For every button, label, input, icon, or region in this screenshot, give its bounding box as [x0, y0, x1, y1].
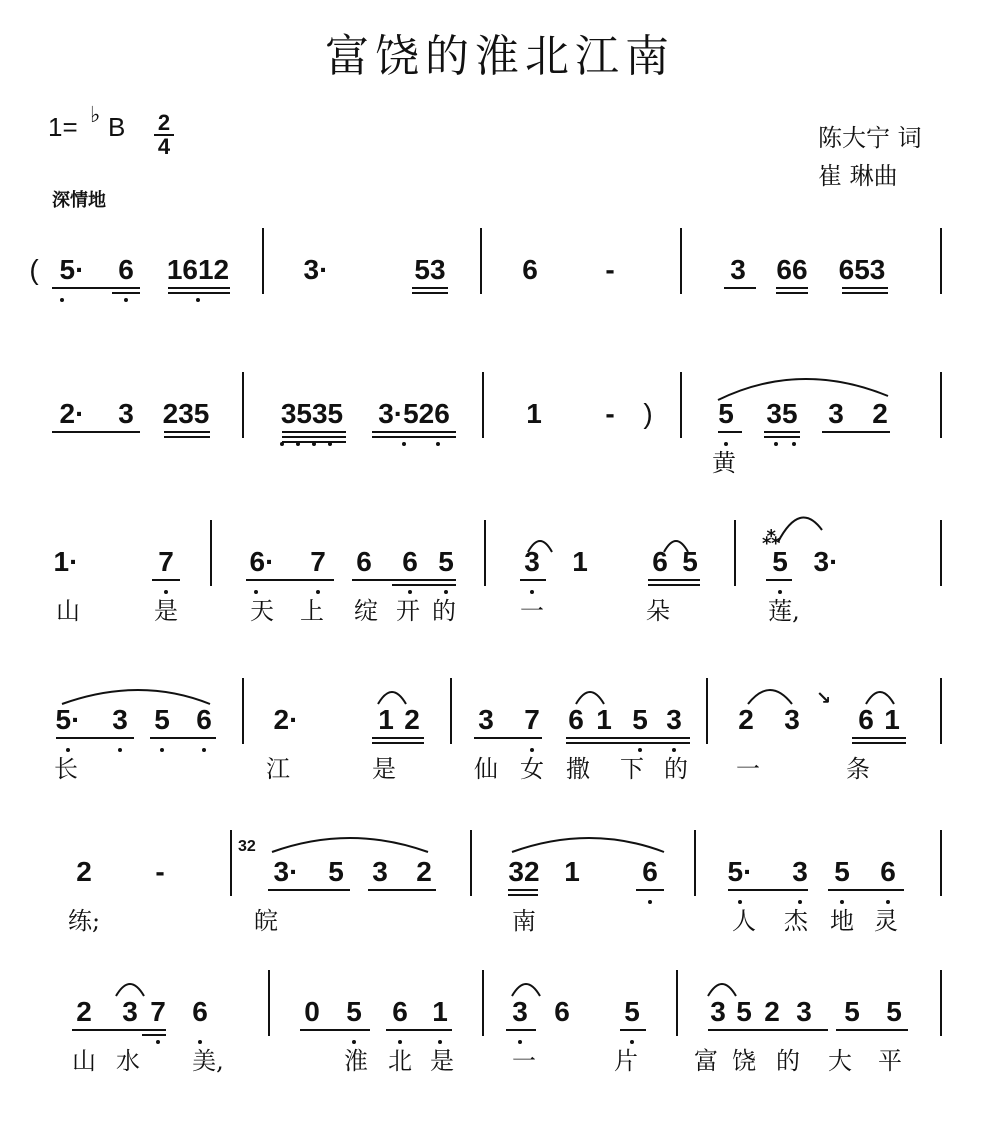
- beam: [764, 431, 800, 433]
- lyric: 一: [512, 1047, 536, 1075]
- beam: [282, 431, 346, 433]
- beam: [766, 579, 792, 581]
- octave-dot: [672, 748, 676, 752]
- note: 6: [554, 996, 570, 1027]
- lyric: 人: [732, 907, 756, 935]
- lyric: 条: [846, 755, 870, 783]
- note: 5: [682, 546, 698, 577]
- note: 0: [304, 996, 320, 1027]
- beam: [648, 579, 700, 581]
- note: 5: [154, 704, 170, 735]
- lyric: 是: [372, 755, 396, 783]
- page-title: 富饶的淮北江南: [325, 31, 675, 82]
- lyric: 的: [776, 1047, 800, 1075]
- note: 5·: [55, 704, 81, 735]
- bar-line: [694, 830, 696, 896]
- lyric: 灵: [874, 907, 898, 935]
- lyric: 富: [694, 1047, 718, 1075]
- note: 3: [784, 704, 800, 735]
- bar-line: [940, 228, 942, 294]
- lyric: 开: [396, 597, 420, 625]
- note: 5·: [727, 856, 753, 887]
- octave-dot: [328, 442, 332, 446]
- beam: [152, 579, 180, 581]
- note: 3: [118, 398, 134, 429]
- lyricist-credit: 陈大宁 词: [818, 124, 922, 152]
- note: 32: [508, 856, 540, 887]
- lyric: 皖: [254, 907, 278, 935]
- beam: [708, 1029, 828, 1031]
- bar-line: [210, 520, 212, 586]
- slur: [866, 692, 894, 704]
- beam: [506, 1029, 536, 1031]
- lyric: 撒: [566, 755, 590, 783]
- lyric: 黄: [712, 449, 736, 477]
- note: 1: [432, 996, 448, 1027]
- octave-dot: [156, 1040, 160, 1044]
- octave-dot: [254, 590, 258, 594]
- lyric: 练;: [67, 907, 101, 935]
- octave-dot: [886, 900, 890, 904]
- note: 6: [858, 704, 874, 735]
- note: 5: [834, 856, 850, 887]
- open-paren: (: [29, 254, 39, 285]
- bar-line: [940, 970, 942, 1036]
- lyric: 美,: [192, 1047, 224, 1075]
- beam: [168, 287, 230, 289]
- grace-note: 32: [238, 838, 256, 855]
- lyric: 仙: [474, 755, 498, 783]
- time-top: 2: [157, 110, 171, 135]
- note: 3·: [273, 856, 299, 887]
- slur: [62, 690, 210, 704]
- octave-dot: [60, 298, 64, 302]
- beam: [508, 889, 538, 891]
- beam: [392, 579, 456, 581]
- note: 66: [776, 254, 808, 285]
- note: 6: [196, 704, 212, 735]
- bar-line: [242, 372, 244, 438]
- lyric: 山: [56, 597, 80, 625]
- note: 6: [402, 546, 418, 577]
- beam: [142, 1029, 166, 1031]
- note: 1: [596, 704, 612, 735]
- octave-dot: [638, 748, 642, 752]
- note: 5: [632, 704, 648, 735]
- note: 3: [666, 704, 682, 735]
- note: 7: [150, 996, 166, 1027]
- slur: [512, 838, 664, 852]
- beam: [372, 436, 456, 438]
- note: 1612: [166, 254, 230, 285]
- note: 2: [76, 856, 92, 887]
- slur: [778, 518, 822, 543]
- beam: [246, 579, 334, 581]
- bar-line: [450, 678, 452, 744]
- octave-dot: [296, 442, 300, 446]
- note: 6: [192, 996, 208, 1027]
- octave-dot: [530, 748, 534, 752]
- beam: [72, 1029, 150, 1031]
- note: 2·: [273, 704, 299, 735]
- beam: [282, 436, 346, 438]
- tempo-marking: 深情地: [52, 190, 106, 211]
- octave-dot: [518, 1040, 522, 1044]
- beam: [636, 889, 664, 891]
- beam: [142, 1034, 166, 1036]
- note: 6: [880, 856, 896, 887]
- slide-icon: ↘: [816, 688, 832, 709]
- note: 3: [122, 996, 138, 1027]
- lyric: 南: [512, 907, 536, 935]
- octave-dot: [402, 442, 406, 446]
- slur: [272, 838, 428, 852]
- note: 3·: [303, 254, 329, 285]
- octave-dot: [124, 298, 128, 302]
- bar-line: [940, 520, 942, 586]
- lyric: 江: [266, 755, 290, 783]
- lyric: 水: [116, 1047, 140, 1075]
- octave-dot: [408, 590, 412, 594]
- slur: [576, 692, 604, 704]
- octave-dot: [202, 748, 206, 752]
- octave-dot: [312, 442, 316, 446]
- octave-dot: [778, 590, 782, 594]
- beam: [566, 742, 690, 744]
- bar-line: [940, 678, 942, 744]
- beam: [412, 287, 448, 289]
- beam: [112, 287, 140, 289]
- note: 1·: [53, 546, 79, 577]
- lyric: 一: [520, 597, 544, 625]
- beam: [164, 436, 210, 438]
- lyric: 杰: [784, 907, 808, 935]
- lyric: 山: [72, 1047, 96, 1075]
- lyric: 片: [614, 1047, 638, 1075]
- lyric: 平: [878, 1047, 902, 1075]
- beam: [520, 579, 546, 581]
- note: 3: [478, 704, 494, 735]
- beam: [168, 292, 230, 294]
- octave-dot: [724, 442, 728, 446]
- note: 6: [522, 254, 538, 285]
- beam: [842, 287, 888, 289]
- octave-dot: [774, 442, 778, 446]
- note: 3: [792, 856, 808, 887]
- beam: [852, 742, 906, 744]
- bar-line: [470, 830, 472, 896]
- beam: [822, 431, 890, 433]
- composer-credit: 崔 琳曲: [818, 162, 898, 190]
- bar-line: [268, 970, 270, 1036]
- slur: [116, 984, 144, 996]
- lyric: 是: [154, 597, 178, 625]
- bar-line: [482, 970, 484, 1036]
- note: 6: [392, 996, 408, 1027]
- bar-line: [734, 520, 736, 586]
- note: 3: [710, 996, 726, 1027]
- slur: [708, 984, 736, 996]
- octave-dot: [66, 748, 70, 752]
- note: 2: [872, 398, 888, 429]
- lyric: 是: [430, 1047, 454, 1075]
- lyric: 长: [54, 755, 78, 783]
- bar-line: [706, 678, 708, 744]
- octave-dot: [436, 442, 440, 446]
- note: -: [605, 254, 615, 285]
- note: -: [155, 856, 165, 887]
- beam: [852, 737, 906, 739]
- octave-dot: [398, 1040, 402, 1044]
- note: 1: [884, 704, 900, 735]
- octave-dot: [160, 748, 164, 752]
- note: 5: [844, 996, 860, 1027]
- beam: [648, 584, 700, 586]
- note: 3·: [813, 546, 839, 577]
- note: 235: [162, 398, 210, 429]
- bar-line: [484, 520, 486, 586]
- octave-dot: [352, 1040, 356, 1044]
- note: 5·: [59, 254, 85, 285]
- bar-line: [242, 678, 244, 744]
- octave-dot: [798, 900, 802, 904]
- note: 1: [572, 546, 588, 577]
- note: 7: [310, 546, 326, 577]
- octave-dot: [792, 442, 796, 446]
- octave-dot: [438, 1040, 442, 1044]
- octave-dot: [316, 590, 320, 594]
- bar-line: [480, 228, 482, 294]
- note: 5: [624, 996, 640, 1027]
- octave-dot: [648, 900, 652, 904]
- note: 5: [718, 398, 734, 429]
- beam: [372, 737, 424, 739]
- note: 6: [568, 704, 584, 735]
- octave-dot: [840, 900, 844, 904]
- key-letter: B: [108, 112, 126, 142]
- note: 2: [416, 856, 432, 887]
- slur: [512, 984, 540, 996]
- note: 3: [112, 704, 128, 735]
- lyric: 一: [736, 755, 760, 783]
- note: 1: [378, 704, 394, 735]
- note: 3: [796, 996, 812, 1027]
- note: 3: [730, 254, 746, 285]
- note: 3: [512, 996, 528, 1027]
- bar-line: [940, 372, 942, 438]
- octave-dot: [630, 1040, 634, 1044]
- note: 1: [526, 398, 542, 429]
- octave-dot: [738, 900, 742, 904]
- beam: [412, 292, 448, 294]
- beam: [268, 889, 350, 891]
- beam: [52, 431, 140, 433]
- beam: [728, 889, 808, 891]
- note: 3·526: [378, 398, 450, 429]
- beam: [828, 889, 904, 891]
- octave-dot: [530, 590, 534, 594]
- beam: [164, 431, 210, 433]
- lyric: 朵: [646, 597, 670, 625]
- bar-line: [262, 228, 264, 294]
- beam: [368, 889, 436, 891]
- note: 5: [346, 996, 362, 1027]
- bar-line: [680, 372, 682, 438]
- octave-dot: [164, 590, 168, 594]
- note: 6: [356, 546, 372, 577]
- beam: [836, 1029, 908, 1031]
- lyric: 大: [828, 1047, 852, 1075]
- beam: [776, 287, 808, 289]
- beam: [724, 287, 756, 289]
- note: 6: [118, 254, 134, 285]
- note: 7: [158, 546, 174, 577]
- note: 53: [414, 254, 446, 285]
- note: 3: [372, 856, 388, 887]
- lyric: 饶: [732, 1047, 756, 1075]
- bar-line: [230, 830, 232, 896]
- lyric: 的: [432, 597, 456, 625]
- lyric: 天: [250, 597, 274, 625]
- beam: [620, 1029, 646, 1031]
- note: 6: [652, 546, 668, 577]
- lyric: 地: [830, 907, 854, 935]
- close-paren: ): [643, 398, 653, 429]
- beam: [372, 742, 424, 744]
- key-prefix: 1=: [48, 112, 78, 142]
- slur: [718, 379, 888, 400]
- lyric: 的: [664, 755, 688, 783]
- slur: [748, 690, 792, 704]
- note: 1: [564, 856, 580, 887]
- lyric: 淮: [344, 1047, 368, 1075]
- note: 5: [328, 856, 344, 887]
- time-bottom: 4: [154, 134, 174, 158]
- beam: [474, 737, 542, 739]
- lyric: 上: [300, 597, 324, 625]
- beam: [112, 292, 140, 294]
- lyric: 下: [620, 755, 644, 783]
- note: 2: [764, 996, 780, 1027]
- note: 7: [524, 704, 540, 735]
- lyric: 绽: [354, 597, 378, 625]
- note: 5: [886, 996, 902, 1027]
- note: 5: [772, 546, 788, 577]
- slur: [378, 692, 406, 704]
- beam: [300, 1029, 370, 1031]
- lyric: 莲,: [768, 597, 800, 625]
- note: 3: [524, 546, 540, 577]
- flat-icon: ♭: [90, 102, 101, 127]
- bar-line: [676, 970, 678, 1036]
- octave-dot: [196, 298, 200, 302]
- note: 3535: [280, 398, 344, 429]
- trill-icon: ⁂: [762, 528, 781, 549]
- note: -: [605, 398, 615, 429]
- octave-dot: [444, 590, 448, 594]
- note: 653: [838, 254, 886, 285]
- lyric: 女: [520, 755, 544, 783]
- octave-dot: [198, 1040, 202, 1044]
- octave-dot: [118, 748, 122, 752]
- octave-dot: [280, 442, 284, 446]
- beam: [372, 431, 456, 433]
- beam: [764, 436, 800, 438]
- note: 3: [828, 398, 844, 429]
- beam: [776, 292, 808, 294]
- beam: [56, 737, 134, 739]
- beam: [392, 584, 456, 586]
- note: 35: [766, 398, 798, 429]
- note: 5: [438, 546, 454, 577]
- beam: [508, 894, 538, 896]
- note: 2·: [59, 398, 85, 429]
- beam: [718, 431, 742, 433]
- beam: [150, 737, 216, 739]
- beam: [386, 1029, 452, 1031]
- note: 5: [736, 996, 752, 1027]
- bar-line: [940, 830, 942, 896]
- note: 2: [738, 704, 754, 735]
- note: 2: [404, 704, 420, 735]
- bar-line: [482, 372, 484, 438]
- lyric: 北: [388, 1047, 412, 1075]
- note: 6·: [249, 546, 275, 577]
- note: 6: [642, 856, 658, 887]
- beam: [842, 292, 888, 294]
- beam: [566, 737, 690, 739]
- bar-line: [680, 228, 682, 294]
- note: 2: [76, 996, 92, 1027]
